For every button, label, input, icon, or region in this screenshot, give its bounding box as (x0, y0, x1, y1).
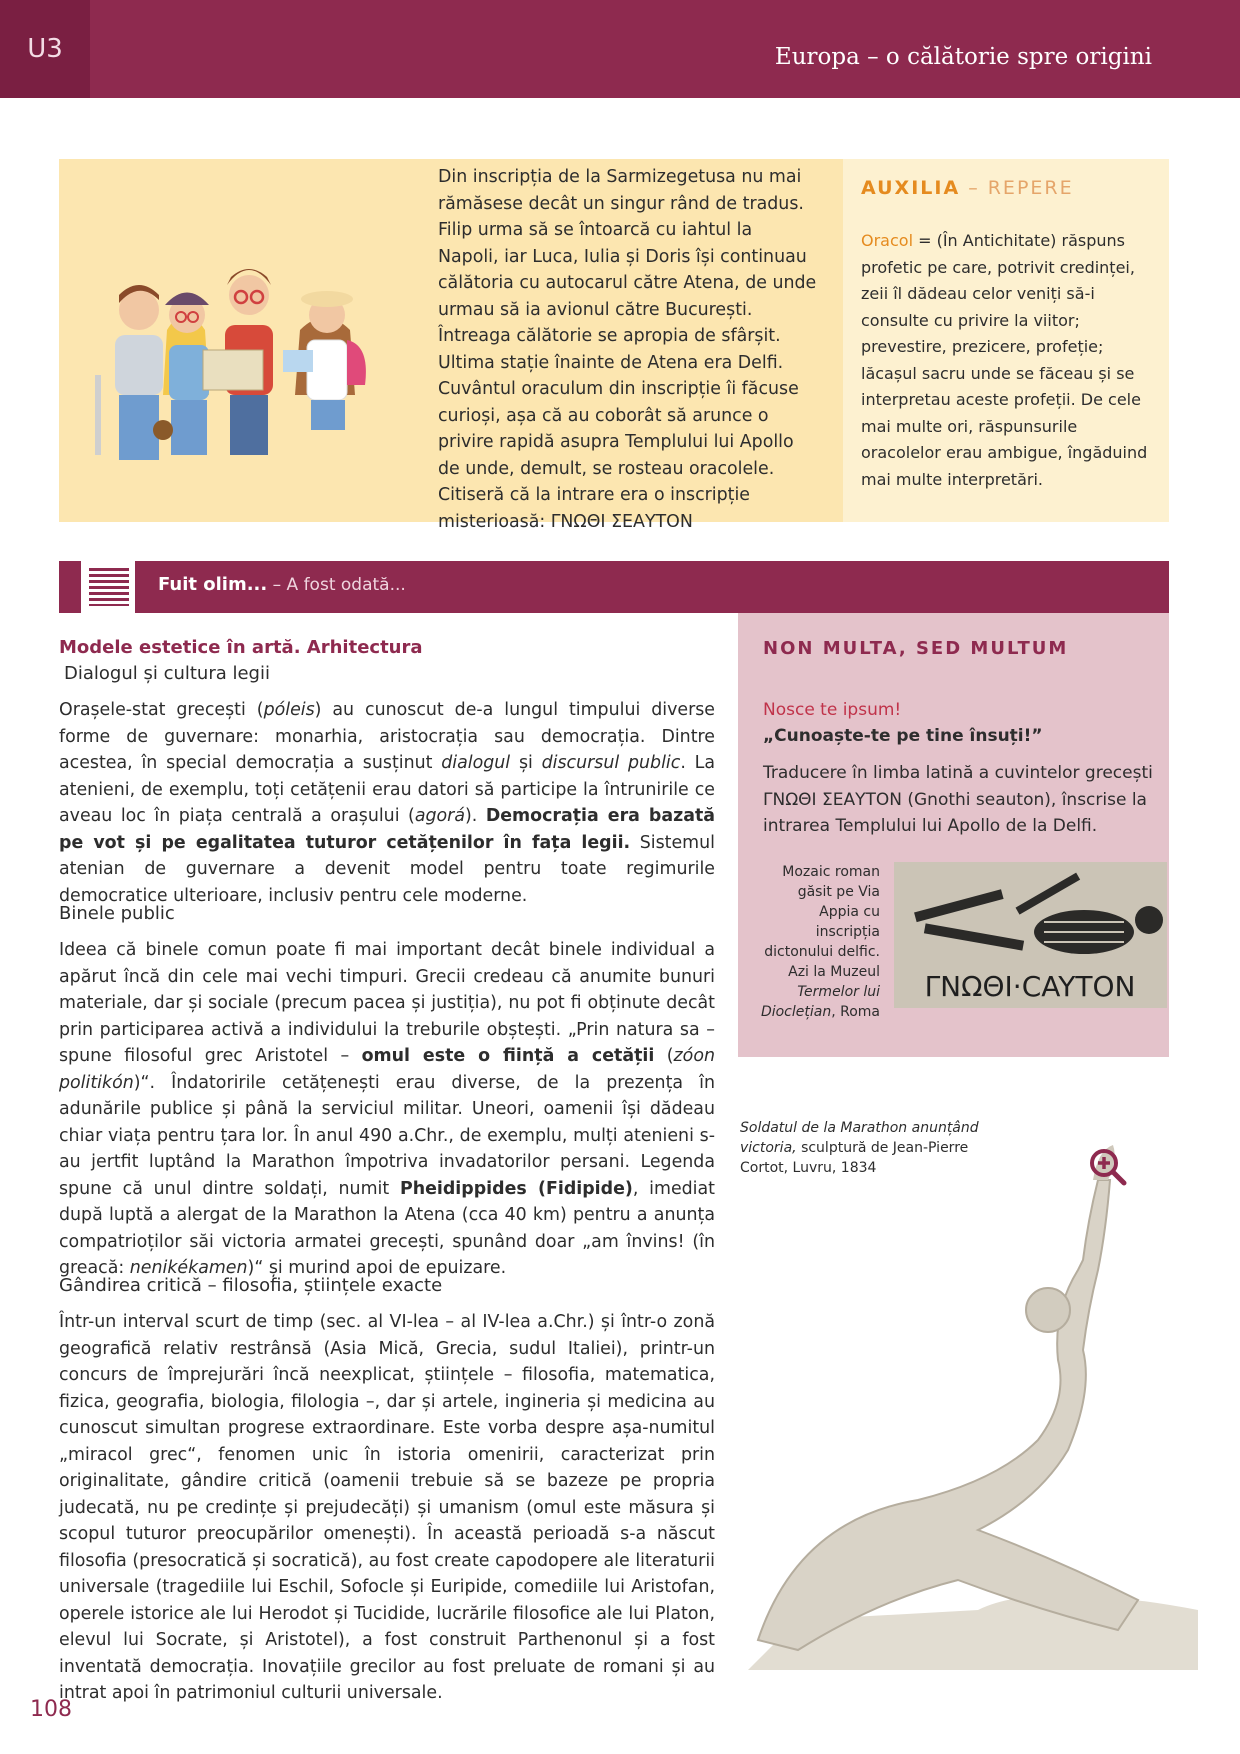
svg-text:ΓΝΩΘΙ·CAYTON: ΓΝΩΘΙ·CAYTON (924, 970, 1136, 1003)
fuit-olim-title: Fuit olim... – A fost odată... (158, 574, 406, 595)
intro-story-text: Din inscripția de la Sarmizegetusa nu mai rămăsese decât un singur rând de tradus. Filip urma să se întoarcă cu iahtul la Napoli, iar Luca, Iulia și Doris își continuau călătoria cu autocarul către Atena, de unde urmau să ia avionul către București. Întreaga călătorie se apropia de sfârșit. Ultima stație înainte de Atena era Delfi. Cuvântul oraculum din inscripție îi făcuse curioși, așa că au coborât să arunce o privire rapidă asupra Templului lui Apollo de unde, demult, se rosteau oracolele. Citiseră că la intrare era o inscripție misterioasă: ΓΝΩΘΙ ΣΕΑΥΤΟΝ (438, 167, 817, 532)
mosaic-image (894, 862, 1167, 1008)
paragraph-binele-public: Ideea că binele comun poate fi mai important decât binele individual a apărut încă din cele mai vechi timpuri. Grecii credeau că anumite bunuri materiale, dar și sociale (precum pacea și justiția), nu pot fi obținute decât prin participarea activă a individului la treburile obștești. „Prin natura sa – spune filosoful grec Aristotel – omul este o ființă a cetății (zóon politikón)“. Îndatoririle cetățenești erau diverse, de la prezența în adunările publice și până la serviciul militar. Uneori, oamenii își dădeau chiar viața pentru țara lor. În anul 490 a.Chr., de exemplu, mulți atenieni s-au jertfit luptând la Marathon împotriva invadatorilor persani. Legenda spune că unul dintre soldați, numit Pheidippides (Fidipide), imediat după luptă a alergat de la Marathon la Atena (cca 40 km) pentru a anunța compatrioților săi victoria armatei grecești, spunând doar „am învins! (în greacă: nenikékamen)“ și murind apoi de epuizare. (59, 940, 715, 1278)
non-multa-title: NON MULTA, SED MULTUM (763, 638, 1069, 659)
auxilia-definition: Oracol = (În Antichitate) răspuns profetic pe care, potrivit credinței, zeii îl dădeau celor veniți să-i consulte cu privire la viitor; prevestire, prezicere, profeție; lăcașul sacru unde se făceau și se interpretau aceste profeții. De cele mai multe ori, răspunsurile oracolelor erau ambigue, îngăduind mai multe interpretări. (861, 231, 1148, 489)
nosce-te-ipsum: Nosce te ipsum! (763, 700, 902, 720)
page-number: 108 (30, 1697, 72, 1722)
mosaic-caption: Mozaic roman găsit pe Via Appia cu inscripția dictonului delfic. Azi la Muzeul Termelor lui Dioclețian, Roma (760, 864, 880, 1020)
section-subtitle: Dialogul și cultura legii (64, 663, 270, 684)
travelers-illustration (85, 255, 400, 470)
statue-caption: Soldatul de la Marathon anunțând victoria, sculptură de Jean-Pierre Cortot, Luvru, 1834 (740, 1120, 979, 1176)
paragraph-gandirea-critica: Într-un interval scurt de timp (sec. al VI-lea – al IV-lea a.Chr.) și într-o zonă geografică relativ restrânsă (Asia Mică, Grecia, sudul Italiei), printr-un concurs de împrejurări încă neexplicat, științele – filosofia, matematica, fizica, geografia, biologia, filologia –, dar și artele, ingineria și medicina au cunoscut simultan progrese extraordinare. Este vorba despre așa-numitul „miracol grec“, fenomen unic în istoria omenirii, caracterizat prin originalitate, gândire critică (oamenii trebuie să se bazeze pe propria judecată, nu pe credințe și prejudecăți) și umanism (omul este măsura și scopul tuturor preocupărilor omenești). În această perioadă s-a născut filosofia (presocratică și socratică), au fost create capodopere ale literaturii universale (tragediile lui Eschil, Sofocle și Euripide, comediile lui Aristofan, operele istorice ale lui Herodot și Tucidide, lucrările filosofice ale lui Platon, elevul lui Socrate, și Aristotel), a fost construit Parthenonul și a fost inventată democrația. Inovațiile grecilor au fost preluate de romani și au intrat apoi în patrimoniul culturii universale. (59, 1312, 715, 1703)
heading-gandirea-critica: Gândirea critică – filosofia, științele exacte (59, 1275, 443, 1296)
auxilia-title: AUXILIA – REPERE (861, 177, 1074, 199)
fuit-icon (59, 561, 135, 613)
paragraph-dialog: Orașele-stat grecești (póleis) au cunoscut de-a lungul timpului diverse forme de guvernare: monarhia, aristocrația sau democrația. Dintre acestea, în special democrația a susținut dialogul și discursul public. La atenieni, de exemplu, toți cetățenii erau datori să participe la întrunirile ce aveau loc în piața centrală a orașului (agorá). Democrația era bazată pe vot și pe egalitatea tuturor cetățenilor în fața legii. Sistemul atenian de guvernare a devenit model pentru toate regimurile democratice ulterioare, inclusiv pentru cele moderne. (59, 700, 716, 906)
oracol-term: Oracol (861, 231, 914, 250)
page-header-title: Europa – o călătorie spre origini (774, 44, 1152, 70)
unit-label: U3 (0, 0, 90, 98)
heading-binele-public: Binele public (59, 903, 175, 924)
traveler-4 (283, 291, 366, 430)
traveler-1 (95, 285, 163, 460)
zoom-icon[interactable] (1088, 1147, 1128, 1187)
traveler-3 (203, 269, 273, 455)
translation-note: Traducere în limba latină a cuvintelor grecești ΓΝΩΘΙ ΣΕΑΥΤΟΝ (Gnothi seauton), înscrise la intrarea Templului lui Apollo de la Delfi. (763, 763, 1153, 836)
section-title: Modele estetice în artă. Arhitectura (59, 637, 423, 658)
cunoaste-te-translation: „Cunoaște-te pe tine însuți!” (763, 726, 1043, 746)
marathon-soldier-statue (738, 1140, 1208, 1680)
